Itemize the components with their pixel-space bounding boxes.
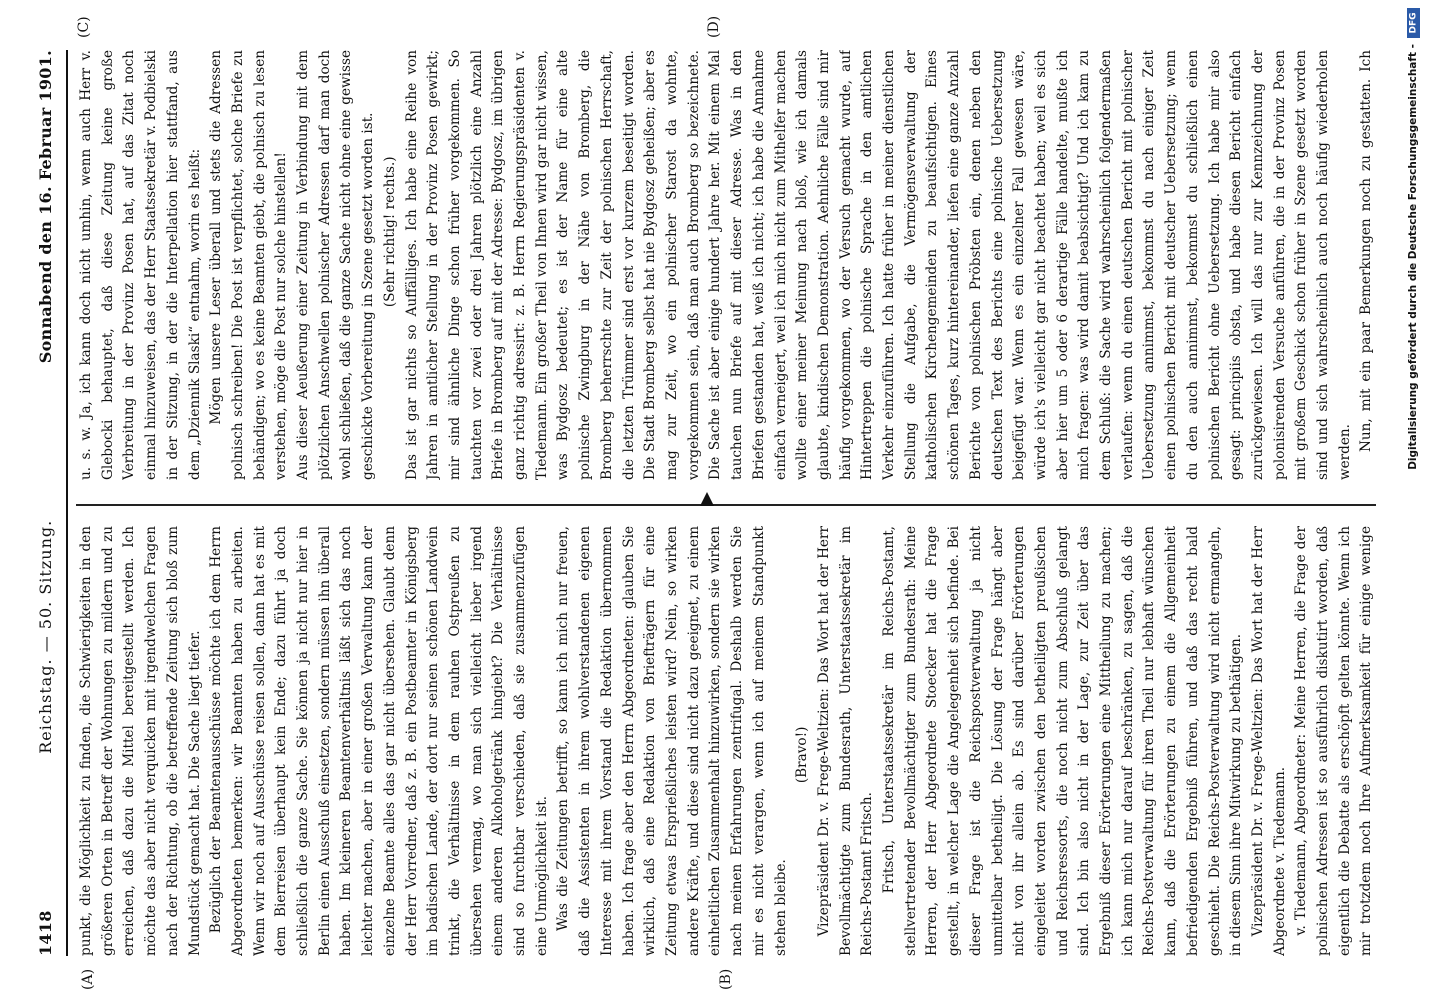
margin-mark-a: (A)	[80, 968, 96, 990]
margin-mark-c: (C)	[76, 16, 92, 38]
session-date: Sonnabend den 16. Februar 1901.	[35, 50, 55, 364]
right-column-text: u. s. w. Ja, ich kann doch nicht umhin, wenn auch Herr v. Glebocki behauptet, daß diese Zeitung keine große Verbreitung in der Provinz Posen hat, auf das Zitat noch einmal hinzuweisen, das der Herr Staatssekretär v. Podbielski in der Sitzung, in der die Interpellation hier stattfand, aus dem „Dziennik Slaski“ entnahm, worin es heißt: Mögen unsere Leser überall und stets die Adressen polnisch schreiben! Die Post ist verpflichtet, solche Briefe zu behändigen; wo es keine Beamten giebt, die polnisch zu lesen verstehen, möge die Post nur solche hinstellen! Aus dieser Aeußerung einer Zeitung in Verbindung mit dem plötzlichen Anschwellen polnischer Adressen darf man doch wohl schließen, daß die ganze Sache nicht ohne eine gewisse geschickte Vorbereitung in Szene gesetzt worden ist. (Sehr richtig! rechts.) Das ist gar nichts so Auffälliges. Ich habe eine Reihe von Jahren in amtlicher Stellung in der Provinz Posen gewirkt; mir sind ähnliche Dinge schon früher vorgekommen. So tauchten vor zwei oder drei Jahren plötzlich eine Anzahl Briefe in Bromberg auf mit der Adresse: Bydgosz, im übrigen ganz richtig adressirt: z. B. Herrn Regierungspräsidenten v. Tiedemann. Ein großer Theil von Ihnen wird gar nicht wissen, was Bydgosz bedeutet; es ist der Name für eine alte polnische Zwingburg in der Nähe von Bromberg, die Bromberg beherrschte zur Zeit der polnischen Herrschaft, die letzten Trümmer sind erst vor kurzem beseitigt worden. Die Stadt Bromberg selbst hat nie Bydgosz geheißen; aber es mag zur Zeit, wo ein polnischer Starost da wohnte, vorgekommen sein, daß man auch Bromberg so bezeichnete. Die Sache ist aber einige hundert Jahre her. Mit einem Mal tauchen nun Briefe auf mit dieser Adresse. Was in den Briefen gestanden hat, weiß ich nicht; ich habe die Annahme einfach verneigert, weil ich mich nicht zum Mithelfer machen wollte einer meiner Meinung nach bloß, wie ich damals glaubte, kindischen Demonstration. Aehnliche Fälle sind mir häufig vorgekommen, wo der Versuch gemacht wurde, auf Hintertreppen die polnische Sprache in den amtlichen Verkehr einzuführen. Ich hatte früher in meiner dienstlichen Stellung die Aufgabe, die Vermögensverwaltung der katholischen Kirchengemeinden zu beaufsichtigen. Eines schönen Tages, kurz hintereinander, liefen eine ganze Anzahl Berichte von polnischen Pröbsten ein, denen neben den deutschen Text des Berichts eine polnische Uebersetzung beigefügt war. Wenn es ein einzelner Fall gewesen wäre, würde ich's vielleicht gar nicht beachtet haben; weil es sich aber hier um 5 oder 6 derartige Fälle handelte, mußte ich mich fragen: was wird damit beabsichtigt? Und ich kam zu dem Schluß: die Sache wird wahrscheinlich folgendermaßen verlaufen: wenn du einen deutschen Bericht mit polnischer Uebersetzung annimmst, bekommst du nach einiger Zeit einen polnischen Bericht mit deutscher Uebersetzung; wenn du den auch annimmst, bekommst du schließlich einen polnischen Bericht ohne Uebersetzung. Ich habe mir also gesagt: principiis obsta, und habe diesen Bericht einfach zurückgewiesen. Ich will das nur zur Kennzeichnung der polonisirenden Versuche anführen, die in der Provinz Posen mit großem Geschick schon früher in Szene gesetzt worden sind und sich wahrscheinlich auch noch häufig wiederholen werden. Nun, mit ein paar Bemerkungen noch zu gestatten. Ich	[78, 50, 1375, 480]
dfg-logo: DFG	[1407, 8, 1420, 38]
digitization-sidebar	[1392, 0, 1434, 1000]
column-separator	[76, 504, 1376, 506]
column-arrow-mark	[700, 492, 714, 506]
page-header	[30, 50, 60, 956]
margin-mark-d: (D)	[706, 15, 722, 38]
left-column-text: punkt, die Möglichkeit zu finden, die Schwierigkeiten in den größeren Orten in Betreff der Wohnungen zu mildern und zu erreichen, daß dazu die Mittel bereitgestellt werden. Ich möchte das aber nicht verquicken mit irgendwelchen Fragen nach der Richtung, ob die betreffende Zeitung sich bloß zum Mundstück gemacht hat. Die Sache liegt tiefer. Bezüglich der Beamtenausschüsse möchte ich dem Herrn Abgeordneten bemerken: wir Beamten haben zu arbeiten. Wenn wir noch auf Ausschüsse reisen sollen, dann hat es mit dem Bierreisen überhaupt kein Ende; dazu führt ja doch schließlich die ganze Sache. Sie können ja nicht nur hier in Berlin einen Ausschuß einsetzen, sondern müssen ihn überall haben. Im kleineren Beamtenverhältnis läßt sich das noch leichter machen, aber in einer großen Verwaltung kann der einzelne Beamte alles das gar nicht übersehen. Glaubt denn der Herr Vorredner, daß z. B. ein Postbeamter in Königsberg im badischen Lande, der dort nur seinen schönen Landwein trinkt, die Verhältnisse in dem rauhen Ostpreußen zu übersehen vermag, wo man sich vielleicht lieber irgend einem anderen Alkoholgetränk hingiebt? Die Verhältnisse sind so furchtbar verschieden, daß sie zusammenzufügen eine Unmöglichkeit ist. Was die Zeitungen betrifft, so kann ich mich nur freuen, daß die Assistenten in ihrem wohlverstandenen eigenen Interesse mit ihrem Vorstand die Redaktion übernommen haben. Ich frage aber den Herrn Abgeordneten: glauben Sie wirklich, daß eine Redaktion von Briefträgern für eine Zeitung etwas Ersprießliches leisten wird? Nein, so wirken andere Kräfte, und diese sind nicht dazu geeignet, zu einem einheitlichen Zusammenhalt hinzuwirken, sondern sie wirken nach meinen Erfahrungen zentrifugal. Deshalb werden Sie mir es nicht verargen, wenn ich auf meinem Standpunkt stehen bleibe. (Bravo!) Vizepräsident Dr. v. Frege-Weltzien: Das Wort hat der Herr Bevollmächtigte zum Bundesrath, Unterstaatssekretär im Reichs-Postamt Fritsch. Fritsch, Unterstaatssekretär im Reichs-Postamt, stellvertretender Bevollmächtigter zum Bundesrath: Meine Herren, der Herr Abgeordnete Stoecker hat die Frage gestellt, in welcher Lage die Angelegenheit sich befinde. Bei dieser Frage ist die Reichspostverwaltung ja nicht unmittelbar betheiligt. Die Lösung der Frage hängt aber nicht von ihr allein ab. Es sind darüber Erörterungen eingeleitet worden zwischen den betheiligten preußischen und Reichsressorts, die noch nicht zum Abschluß gelangt sind. Ich bin also nicht in der Lage, zur Zeit über das Ergebniß dieser Erörterungen eine Mittheilung zu machen; ich kann mich nur darauf beschränken, zu sagen, daß die Reichs-Postverwaltung für ihren Theil nur lebhaft wünschen kann, daß die Erörterungen zu einem die Allgemeinheit befriedigenden Ergebniß führen, und daß das recht bald geschieht. Die Reichs-Postverwaltung wird nicht ermangeln, in diesem Sinn ihre Mitwirkung zu bethätigen. Vizepräsident Dr. v. Frege-Weltzien: Das Wort hat der Herr Abgeordnete v. Tiedemann. v. Tiedemann, Abgeordneter: Meine Herren, die Frage der polnischen Adressen ist so ausführlich diskutirt worden, daß eigentlich die Debatte als erschöpft gelten könnte. Wenn ich mir trotzdem noch Ihre Aufmerksamkeit für einige wenige	[78, 526, 1375, 956]
margin-mark-b: (B)	[718, 968, 734, 990]
digitization-credit: Digitalisierung gefördert durch die Deutsche Forschungsgemeinschaft -	[1407, 44, 1419, 470]
header-rule	[66, 50, 68, 956]
page-number: 1418	[35, 910, 55, 956]
session-title: Reichstag. — 50. Sitzung.	[35, 519, 55, 754]
